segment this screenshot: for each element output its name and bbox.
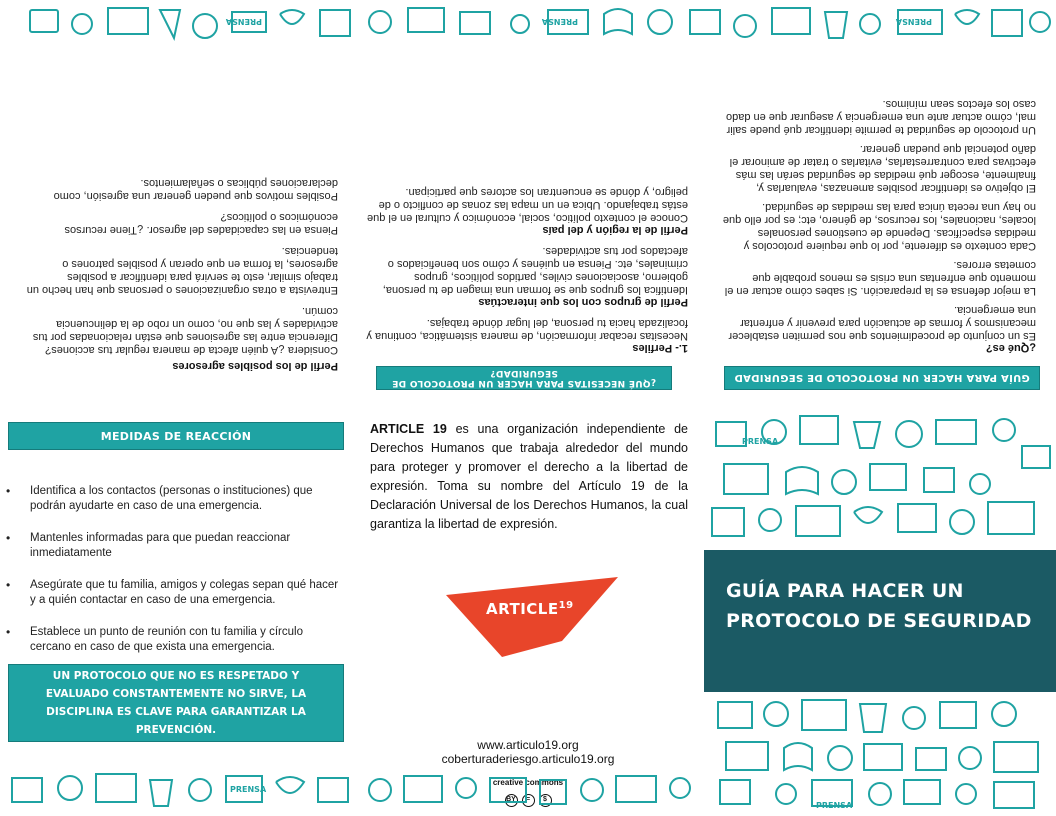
guide-bar: GUÍA PARA HACER UN PROTOCOLO DE SEGURIDAD: [724, 366, 1040, 390]
prensa-tag-3: PRENSA: [895, 17, 932, 26]
groups-para: Identifica los grupos que se forman una imagen de tu persona, gobierno, asociaciones civiles, partidos políticos, grupos criminales, etc. Piensa en quiénes y cómo son beneficiados o afectados por tus actividades.: [382, 245, 688, 296]
what-you-need-bar: ¿QUÉ NECESITAS PARA HACER UN PROTOCOLO DE SEGURIDAD?: [376, 366, 672, 390]
link-coverage[interactable]: coberturaderiesgo.articulo19.org: [441, 752, 615, 766]
list-item: • Establece un punto de reunión con tu familia y círculo cercano en caso de que exista una emergencia.: [6, 625, 342, 655]
aggressor-para-3: Piensa en las capacidades del agresor. ¿Tiene recursos económicos o políticos?: [64, 211, 338, 236]
doodle-pattern-top: [0, 0, 1056, 62]
article19-logo: [442, 577, 622, 657]
list-item: • Asegúrate que tu familia, amigos y colegas sepan qué hacer y a quién contactar en caso de una emergencia.: [6, 578, 342, 608]
cover-prensa-3: PRENSA: [816, 801, 853, 810]
about-text: [370, 420, 688, 534]
bottom-doodle-strip: [0, 754, 704, 816]
groups-heading: Perfil de grupos con los que interactúas: [478, 296, 688, 308]
flipped-content: [352, 62, 704, 402]
what-is-it-body: [720, 97, 1036, 356]
panel-about-article19: [352, 402, 704, 803]
aggressor-para-4: Posibles motivos que pueden generar una agresión, como declaraciones públicas o señalamientos.: [53, 177, 338, 202]
region-para: Conoce el contexto político, social, económico y cultural en el que estás trabajando. Ubica en un mapa las zonas de conflicto o de peligro, y dónde se encuentran los actores que participan.: [366, 186, 688, 224]
reaction-list: [6, 484, 342, 672]
panel-what-is-it: [704, 62, 1056, 402]
about-body: es una organización independiente de Derechos Humanos que trabaja alrededor del mundo para proteger y promover el derecho a la libertad de expresión. Toma su nombre del Artículo 19 de la Declaración Universal de los Derechos Humanos, la cual garantiza la libertad de expresión.: [370, 422, 688, 531]
reaction-bar: MEDIDAS DE REACCIÓN: [8, 422, 344, 450]
cover-title-line-2: PROTOCOLO DE SEGURIDAD: [726, 610, 1032, 632]
cover-title-line-1: GUÍA PARA HACER UN: [726, 580, 964, 602]
list-item: • Mantenles informadas para que puedan reaccionar inmediatamente: [6, 531, 342, 561]
logo-number: 19: [558, 600, 574, 611]
cover-prensa-1: PRENSA: [742, 437, 779, 446]
what-is-para-1: Es un conjunto de procedimientos que nos permiten establecer mecanismos y formas de actuación para prevenir y enfrentar una emergencia.: [728, 304, 1036, 342]
prensa-tag-1: PRENSA: [225, 17, 262, 26]
cc-nc-icon: $: [539, 794, 552, 807]
aggressor-heading: Perfil de los posibles agresores: [172, 360, 338, 372]
discipline-callout: UN PROTOCOLO QUE NO ES RESPETADO Y EVALUADO CONSTANTEMENTE NO SIRVE, LA DISCIPLINA ES CLAVE PARA GARANTIZAR LA PREVENCIÓN.: [8, 664, 344, 742]
top-doodle-strip: [0, 0, 1056, 62]
aggressor-para-2: Entrevista a otras organizaciones o personas que han hecho un trabajo similar, esto te servirá para identificar a posibles agresores, la forma en que operan y posibles patrones o tendencias.: [26, 245, 338, 296]
cc-label: creative commons: [492, 778, 564, 787]
link-main[interactable]: www.articulo19.org: [477, 738, 579, 752]
org-name: ARTICLE 19: [370, 422, 447, 436]
panel-what-you-need: [352, 62, 704, 402]
panel-reaction-measures: [0, 402, 352, 754]
doodle-pattern-bottom: [0, 754, 704, 816]
what-is-para-3: Cada contexto es diferente, por lo que requiere protocolos y medidas específicas. Depende de cuestiones personales locales, nacionales, los recursos, de género, etc; es por ello que no hay una receta única para las medidas de seguridad.: [722, 201, 1036, 252]
region-heading: Perfil de la región y del país: [542, 224, 688, 236]
profiles-heading: 1.- Perfiles: [632, 342, 688, 354]
what-is-para-2: La mejor defensa es la preparación. Si sabes cómo actuar en el momento que enfrentas una crisis es menos probable que cometas errores.: [724, 259, 1036, 297]
what-you-need-body: [364, 185, 688, 356]
what-is-para-4: El objetivo es identificar posibles amenazas, evaluarlas y, finalmente, escoger qué medidas de seguridad serán las más efectivas para contrarrestarlas, evitarlas o tratar de aminorar el daño potencial que puedan generar.: [729, 143, 1036, 194]
flipped-content: [704, 62, 1056, 402]
aggressor-para-1: Considera ¿A quién afecta de manera regular tus acciones? Diferencia entre las agresiones que están relacionadas por tus actividades y las que no, como un robo de la delincuencia común.: [32, 305, 338, 356]
list-item: • Identifica a los contactos (personas o instituciones) que podrán ayudarte en caso de una emergencia.: [6, 484, 342, 514]
what-is-heading: ¿Qué es?: [985, 342, 1036, 354]
prensa-tag-2: PRENSA: [541, 17, 578, 26]
what-is-para-5: Un protocolo de seguridad te permite identificar qué puede salir mal, cómo actuar ante una emergencia y asegurar que en dado caso los efectos sean mínimos.: [725, 98, 1036, 136]
logo-word: ARTICLE: [486, 600, 559, 618]
cc-by-icon: BY: [505, 794, 518, 807]
logo-wordmark: [486, 600, 574, 618]
cover-title: [726, 576, 1046, 636]
profiles-para: Necesitas recabar información, de manera sistemática, continua y focalizada hacia tu persona, del lugar dónde trabajas.: [366, 317, 688, 342]
flipped-content: [0, 62, 352, 402]
bottom-prensa: PRENSA: [230, 785, 267, 794]
cc-nd-icon: =: [522, 794, 535, 807]
panel-aggressor-profiles: [0, 62, 352, 402]
panel-cover: [704, 402, 1056, 816]
